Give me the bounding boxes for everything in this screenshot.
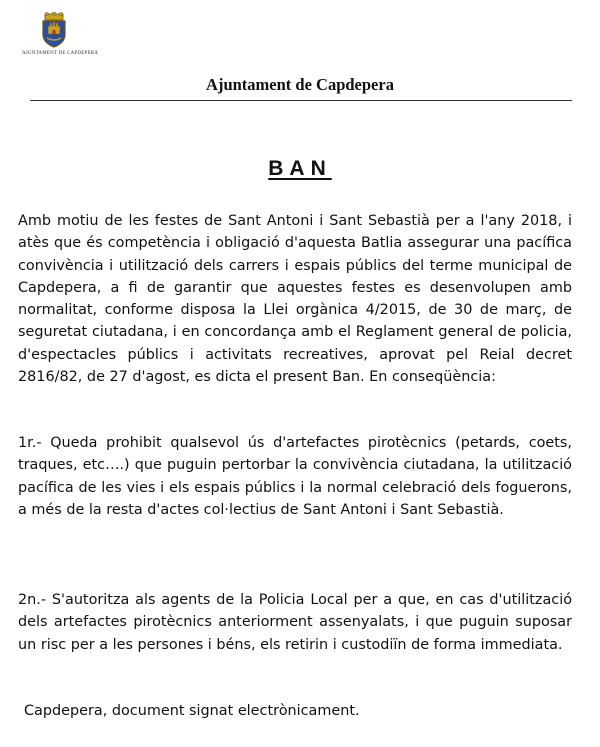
municipal-crest [22, 12, 99, 56]
header-divider [30, 100, 572, 101]
organization-title: Ajuntament de Capdepera [206, 75, 394, 94]
crest-caption: AJUNTAMENT DE CAPDEPERA [22, 51, 99, 56]
signature-line: Capdepera, document signat electrònicament. [24, 703, 360, 719]
article-2-paragraph: 2n.- S'autoritza als agents de la Policia Local per a que, en cas d'utilització dels artefactes pirotècnics anteriorment assenyalats, i que puguin suposar un risc per a les persones i béns, els retirin i custodiïn de forma immediata. [18, 592, 572, 653]
article-1-paragraph: 1r.- Queda prohibit qualsevol ús d'artefactes pirotècnics (petards, coets, traques, etc….) que puguin pertorbar la convivència ciutadana, la utilització pacífica de les vies i els espais públics i la normal celebració dels foguerons, a més de la resta d'actes col·lectius de Sant Antoni i Sant Sebastià. [18, 435, 572, 518]
document-title: BAN [268, 157, 332, 180]
coat-of-arms-icon [39, 12, 69, 48]
intro-paragraph: Amb motiu de les festes de Sant Antoni i Sant Sebastià per a l'any 2018, i atès que és competència i obligació d'aquesta Batlia assegurar una pacífica convivència i utilització dels carrers i espais públics del terme municipal de Capdepera, a fi de garantir que aquestes festes es desenvolupen amb normalitat, conforme disposa la Llei orgànica 4/2015, de 30 de març, de seguretat ciutadana, i en concordança amb el Reglament general de policia, d'espectacles públics i activitats recreatives, aprovat pel Reial decret 2816/82, de 27 d'agost, es dicta el present Ban. En conseqüència: [18, 213, 572, 386]
